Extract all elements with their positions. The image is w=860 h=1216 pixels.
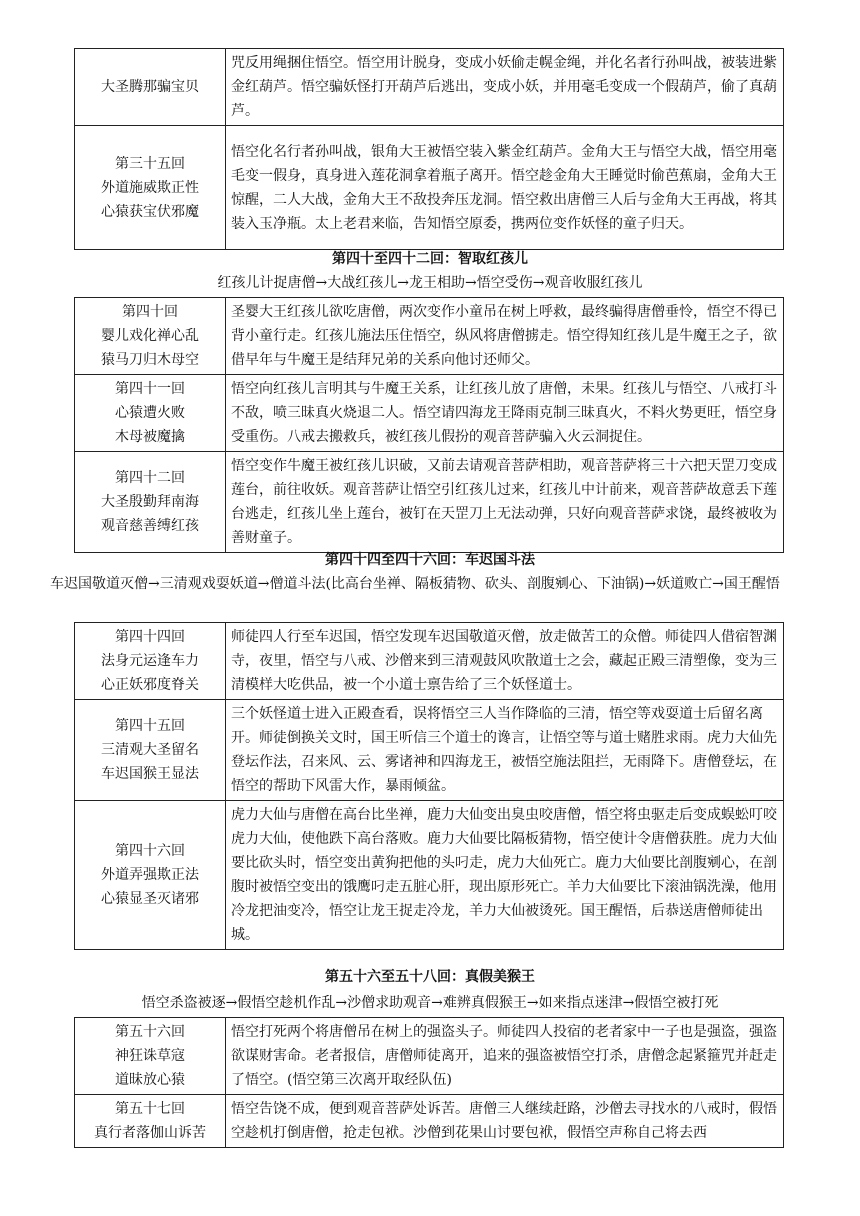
chapter-title-line: 车迟国猴王显法 [101, 766, 199, 782]
chapter-title-line: 猿马刀归木母空 [101, 352, 199, 368]
summary-cell: 师徒四人行至车迟国，悟空发现车迟国敬道灭僧，放走做苦工的众僧。师徒四人借宿智渊寺，夜里，悟空与八戒、沙僧来到三清观鼓风吹散道士之会，藏起正殿三清塑像，变为三清模样大吃供品，被一个小道士禀告给了三个妖怪道士。 [226, 623, 784, 700]
chapter-title-line: 心正妖邪度脊关 [101, 677, 199, 693]
chapter-cell [75, 126, 226, 250]
chapter-cell [75, 801, 226, 950]
chapter-cell [75, 49, 226, 126]
chapter-table-4 [74, 1017, 784, 1148]
summary-cell: 虎力大仙与唐僧在高台比坐禅，鹿力大仙变出臭虫咬唐僧，悟空将虫驱走后变成蜈蚣叮咬虎力大仙，使他跌下高台落败。鹿力大仙要比隔板猜物，悟空使计令唐僧获胜。虎力大仙要比砍头时，悟空变出黄狗把他的头叼走，虎力大仙死亡。鹿力大仙要比剖腹剜心，在剖腹时被悟空变出的饿鹰叼走五脏心肝，现出原形死亡。羊力大仙要比下滚油锅洗澡，他用冷龙把油变冷，悟空让龙王捉走冷龙，羊力大仙被烫死。国王醒悟，后恭送唐僧师徒出城。 [226, 801, 784, 950]
chapter-number: 第三十五回 [115, 155, 185, 172]
chapter-table-1 [74, 48, 784, 250]
plot-flow: 红孩儿计捉唐僧→大战红孩儿→龙王相助→悟空受伤→观音收服红孩儿 [217, 275, 643, 291]
summary-cell: 悟空打死两个将唐僧吊在树上的强盗头子。师徒四人投宿的老者家中一子也是强盗，强盗欲谋财害命。老者报信，唐僧师徒离开，追来的强盗被悟空打杀，唐僧念起紧箍咒并赶走了悟空。(悟空第三次离开取经队伍) [226, 1018, 784, 1095]
chapter-title-line: 外道施威欺正性 [101, 179, 199, 196]
chapter-title-line: 大圣殷勤拜南海 [101, 494, 199, 510]
chapter-title-line: 观音慈善缚红孩 [101, 518, 199, 534]
section-title: 第四十至四十二回：智取红孩儿 [332, 251, 528, 267]
chapter-cell [75, 375, 226, 452]
chapter-number: 第四十二回 [115, 470, 185, 486]
chapter-title-line: 木母被魔擒 [115, 429, 185, 445]
chapter-table-3 [74, 622, 784, 950]
chapter-title-line: 神狂诛草寇 [115, 1048, 185, 1064]
chapter-title-line: 法身元运逢车力 [101, 653, 199, 669]
chapter-title-line: 心猿遭火败 [115, 405, 185, 421]
summary-cell: 悟空告饶不成，便到观音菩萨处诉苦。唐僧三人继续赶路，沙僧去寻找水的八戒时，假悟空趁机打倒唐僧，抢走包袱。沙僧到花果山讨要包袱，假悟空声称自己将去西 [226, 1095, 784, 1148]
chapter-cell [75, 298, 226, 375]
chapter-title-line: 心猿获宝伏邪魔 [101, 203, 199, 220]
summary-cell: 悟空向红孩儿言明其与牛魔王关系，让红孩儿放了唐僧，未果。红孩儿与悟空、八戒打斗不敌，喷三昧真火烧退二人。悟空请四海龙王降雨克制三昧真火，不料火势更旺，悟空身受重伤。八戒去搬救兵，被红孩儿假扮的观音菩萨骗入火云洞捉住。 [226, 375, 784, 452]
chapter-cell [75, 623, 226, 700]
chapter-number: 第五十六回 [115, 1024, 185, 1040]
chapter-title-line: 心猿显圣灭诸邪 [101, 891, 199, 907]
table-row [75, 298, 784, 375]
summary-cell: 悟空变作牛魔王被红孩儿识破，又前去请观音菩萨相助，观音菩萨将三十六把天罡刀变成莲台，前往收妖。观音菩萨让悟空引红孩儿过来，红孩儿中计前来，观音菩萨故意丢下莲台逃走，红孩儿坐上莲台，被钉在天罡刀上无法动弹，只好向观音菩萨求饶，最终被收为善财童子。 [226, 452, 784, 553]
table-row [75, 1018, 784, 1095]
chapter-table-2 [74, 297, 784, 553]
section-title: 第五十六至五十八回：真假美猴王 [325, 969, 535, 985]
table-row [75, 452, 784, 553]
table-row [75, 375, 784, 452]
summary-cell: 悟空化名行者孙叫战，银角大王被悟空装入紫金红葫芦。金角大王与悟空大战，悟空用毫毛变一假身，真身进入莲花洞拿着瓶子离开。悟空趁金角大王睡觉时偷芭蕉扇，金角大王惊醒，二人大战，金角大王不敌投奔压龙洞。悟空救出唐僧三人后与金角大王再战，将其装入玉净瓶。太上老君来临，告知悟空原委，携两位变作妖怪的童子归天。 [226, 126, 784, 250]
chapter-number: 第四十回 [122, 304, 178, 320]
chapter-cell [75, 1095, 226, 1148]
summary-cell: 圣婴大王红孩儿欲吃唐僧，两次变作小童吊在树上呼救，最终骗得唐僧垂怜，悟空不得已背小童行走。红孩儿施法压住悟空，纵风将唐僧掳走。悟空得知红孩儿是牛魔王之子，欲借早年与牛魔王是结拜兄弟的关系向他讨还师父。 [226, 298, 784, 375]
chapter-number: 第四十一回 [115, 381, 185, 397]
chapter-title-line: 道昧放心猿 [115, 1072, 185, 1088]
chapter-number: 第五十七回 [115, 1101, 185, 1117]
chapter-number: 第四十六回 [115, 843, 185, 859]
chapter-number: 第四十五回 [115, 718, 185, 734]
table-row [75, 49, 784, 126]
table-row [75, 623, 784, 700]
summary-cell: 三个妖怪道士进入正殿查看，误将悟空三人当作降临的三清，悟空等戏耍道士后留名离开。师徒倒换关文时，国王听信三个道士的谗言，让悟空等与道士赌胜求雨。虎力大仙先登坛作法，召来风、云、雾诸神和四海龙王，被悟空施法阻拦，无雨降下。唐僧登坛，在悟空的帮助下风雷大作，暴雨倾盆。 [226, 700, 784, 801]
chapter-title-line: 三清观大圣留名 [101, 742, 199, 758]
table-row [75, 801, 784, 950]
chapter-cell [75, 700, 226, 801]
table-row [75, 700, 784, 801]
chapter-title-line: 婴儿戏化禅心乱 [101, 328, 199, 344]
section-title: 第四十四至四十六回：车迟国斗法 [325, 552, 535, 568]
summary-cell: 咒反用绳捆住悟空。悟空用计脱身，变成小妖偷走幌金绳，并化名者行孙叫战，被装进紫金红葫芦。悟空骗妖怪打开葫芦后逃出，变成小妖，并用毫毛变成一个假葫芦，偷了真葫芦。 [226, 49, 784, 126]
table-row [75, 1095, 784, 1148]
chapter-cell [75, 452, 226, 553]
chapter-number: 第四十四回 [115, 629, 185, 645]
chapter-title: 大圣腾那骗宝贝 [101, 79, 199, 95]
plot-flow: 车迟国敬道灭僧→三清观戏耍妖道→僧道斗法(比高台坐禅、隔板猜物、砍头、剖腹剜心、下油锅)→妖道败亡→国王醒悟 [50, 576, 780, 592]
chapter-title-line: 外道弄强欺正法 [101, 867, 199, 883]
chapter-title-line: 真行者落伽山诉苦 [94, 1125, 206, 1141]
plot-flow: 悟空杀盗被逐→假悟空趁机作乱→沙僧求助观音→难辨真假猴王→如来指点迷津→假悟空被打死 [141, 995, 719, 1011]
chapter-cell [75, 1018, 226, 1095]
table-row [75, 126, 784, 250]
